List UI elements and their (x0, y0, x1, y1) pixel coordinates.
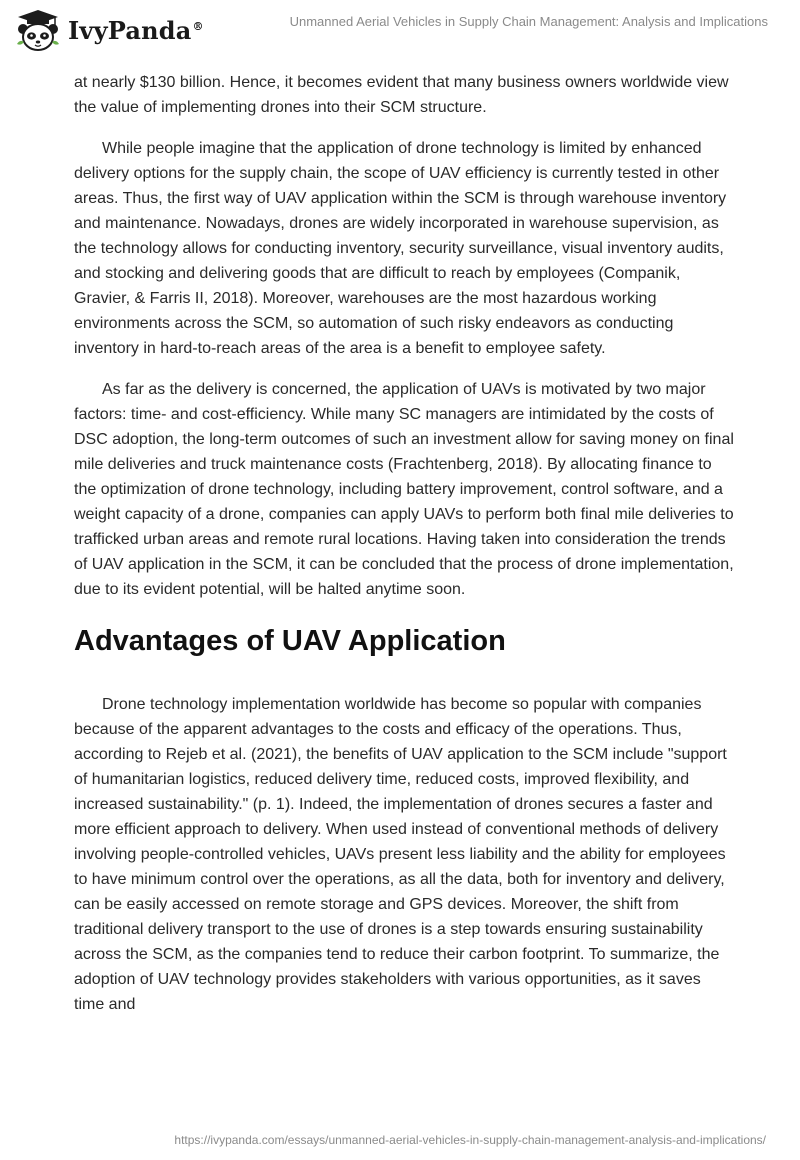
ivypanda-logo[interactable] (14, 8, 204, 52)
paragraph: Drone technology implementation worldwide has become so popular with companies because of the apparent advantages to the costs and efficacy of the operations. Thus, according to Rejeb et al. (2021), the benefits of UAV application to the SCM include "support of humanitarian logistics, reduced delivery time, reduced costs, improved flexibility, and increased sustainability." (p. 1). Indeed, the implementation of drones secures a faster and more efficient approach to delivery. When used instead of conventional methods of delivery involving people-controlled vehicles, UAVs present less liability and the ability for employees to have minimum control over the operations, as all the data, both for inventory and delivery, can be easily accessed on remote storage and GPS devices. Moreover, the shift from traditional delivery transport to the use of drones is a step towards ensuring sustainability across the SCM, as the companies tend to reduce their carbon footprint. To summarize, the adoption of UAV technology provides stakeholders with various opportunities, as it saves time and (74, 696, 727, 1013)
paragraph: at nearly $130 billion. Hence, it becomes evident that many business owners worldwide view the value of implementing drones into their SCM structure. (74, 74, 729, 116)
brand-name: IvyPanda® (68, 15, 204, 45)
registered-mark: ® (192, 19, 204, 33)
page-header (0, 0, 800, 64)
essay-content (74, 70, 734, 1033)
source-url[interactable]: https://ivypanda.com/essays/unmanned-aerial-vehicles-in-supply-chain-management-analysis-and-implications/ (174, 1133, 766, 1147)
panda-graduate-icon (14, 8, 62, 52)
document-title: Unmanned Aerial Vehicles in Supply Chain Management: Analysis and Implications (289, 14, 768, 29)
paragraph: While people imagine that the application of drone technology is limited by enhanced delivery options for the supply chain, the scope of UAV efficiency is currently tested in other areas. Thus, the first way of UAV application within the SCM is through warehouse inventory and maintenance. Nowadays, drones are widely incorporated in warehouse supervision, as the technology allows for conducting inventory, security surveillance, visual inventory audits, and stocking and delivering goods that are difficult to reach by employees (Companik, Gravier, & Farris II, 2018). Moreover, warehouses are the most hazardous working environments across the SCM, so automation of such risky endeavors as conducting inventory in hard-to-reach areas of the area is a benefit to employee safety. (74, 140, 727, 357)
paragraph: As far as the delivery is concerned, the application of UAVs is motivated by two major factors: time- and cost-efficiency. While many SC managers are intimidated by the costs of DSC adoption, the long-term outcomes of such an investment allow for saving money on final mile deliveries and truck maintenance costs (Frachtenberg, 2018). By allocating finance to the optimization of drone technology, including battery improvement, control software, and a weight capacity of a drone, companies can apply UAVs to perform both final mile deliveries to trafficked urban areas and remote rural locations. Having taken into consideration the trends of UAV application in the SCM, it can be concluded that the process of drone implementation, due to its evident potential, will be halted anytime soon. (74, 381, 734, 598)
section-heading: Advantages of UAV Application (74, 625, 506, 657)
